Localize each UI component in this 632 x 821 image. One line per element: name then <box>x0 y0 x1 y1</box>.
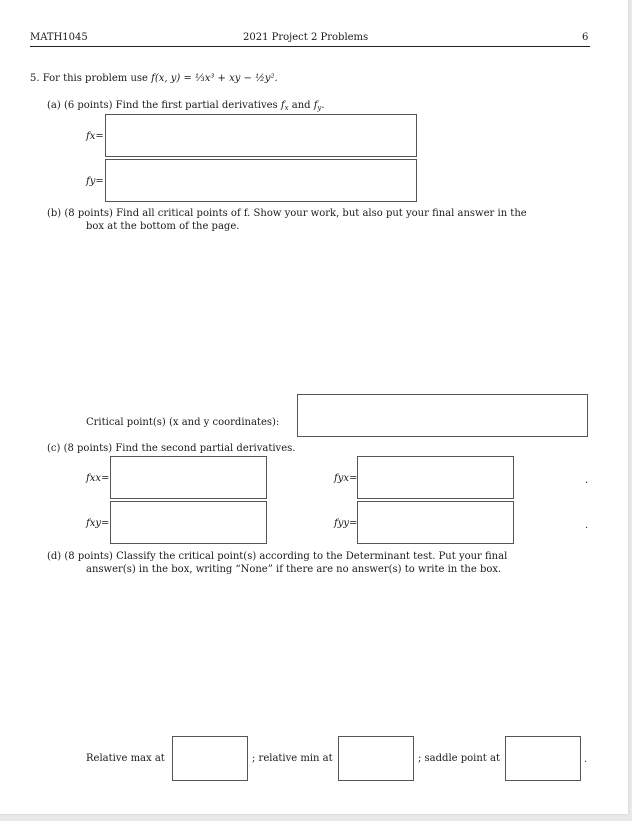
relative-max-label: Relative max at <box>86 753 165 764</box>
fy-answer-box[interactable] <box>105 159 417 202</box>
part-a-text: (a) (6 points) Find the first partial derivatives $f_x$ and $f_y$. <box>47 100 325 112</box>
fyy-label: fyy= <box>334 518 358 529</box>
fx-label: fx= <box>86 131 104 142</box>
part-b-line2: box at the bottom of the page. <box>86 221 240 232</box>
course-code: MATH1045 <box>30 32 88 43</box>
page-number: 6 <box>582 32 589 43</box>
period-mark: . <box>584 754 588 765</box>
fx-answer-box[interactable] <box>105 114 417 157</box>
part-b-line1: (b) (8 points) Find all critical points of f. Show your work, but also put your final answer in the <box>47 208 527 219</box>
period-mark: . <box>585 475 589 486</box>
header-rule <box>30 46 590 47</box>
fyx-label: fyx= <box>334 473 358 484</box>
part-d-line2: answer(s) in the box, writing “None” if there are no answer(s) to write in the box. <box>86 564 502 575</box>
saddle-point-answer-box[interactable] <box>505 736 581 781</box>
relative-min-label: ; relative min at <box>252 753 333 764</box>
fxx-label: fxx= <box>86 473 110 484</box>
problem-intro <box>30 72 278 85</box>
fyy-answer-box[interactable] <box>357 501 514 544</box>
fxx-answer-box[interactable] <box>110 456 267 499</box>
critical-points-label: Critical point(s) (x and y coordinates): <box>86 417 280 428</box>
part-c-text: (c) (8 points) Find the second partial derivatives. <box>47 443 296 454</box>
document-title: 2021 Project 2 Problems <box>243 32 369 43</box>
part-d-line1: (d) (8 points) Classify the critical point(s) according to the Determinant test. Put your final <box>47 551 508 562</box>
critical-points-answer-box[interactable] <box>297 394 588 437</box>
function-definition: f(x, y) = ⅓x³ + xy − ½y². <box>151 73 278 84</box>
relative-max-answer-box[interactable] <box>172 736 248 781</box>
saddle-point-label: ; saddle point at <box>418 753 500 764</box>
period-mark: . <box>585 520 589 531</box>
fxy-label: fxy= <box>86 518 110 529</box>
fy-label: fy= <box>86 176 104 187</box>
fyx-answer-box[interactable] <box>357 456 514 499</box>
problem-intro-prefix: 5. For this problem use <box>30 73 148 84</box>
relative-min-answer-box[interactable] <box>338 736 414 781</box>
fxy-answer-box[interactable] <box>110 501 267 544</box>
